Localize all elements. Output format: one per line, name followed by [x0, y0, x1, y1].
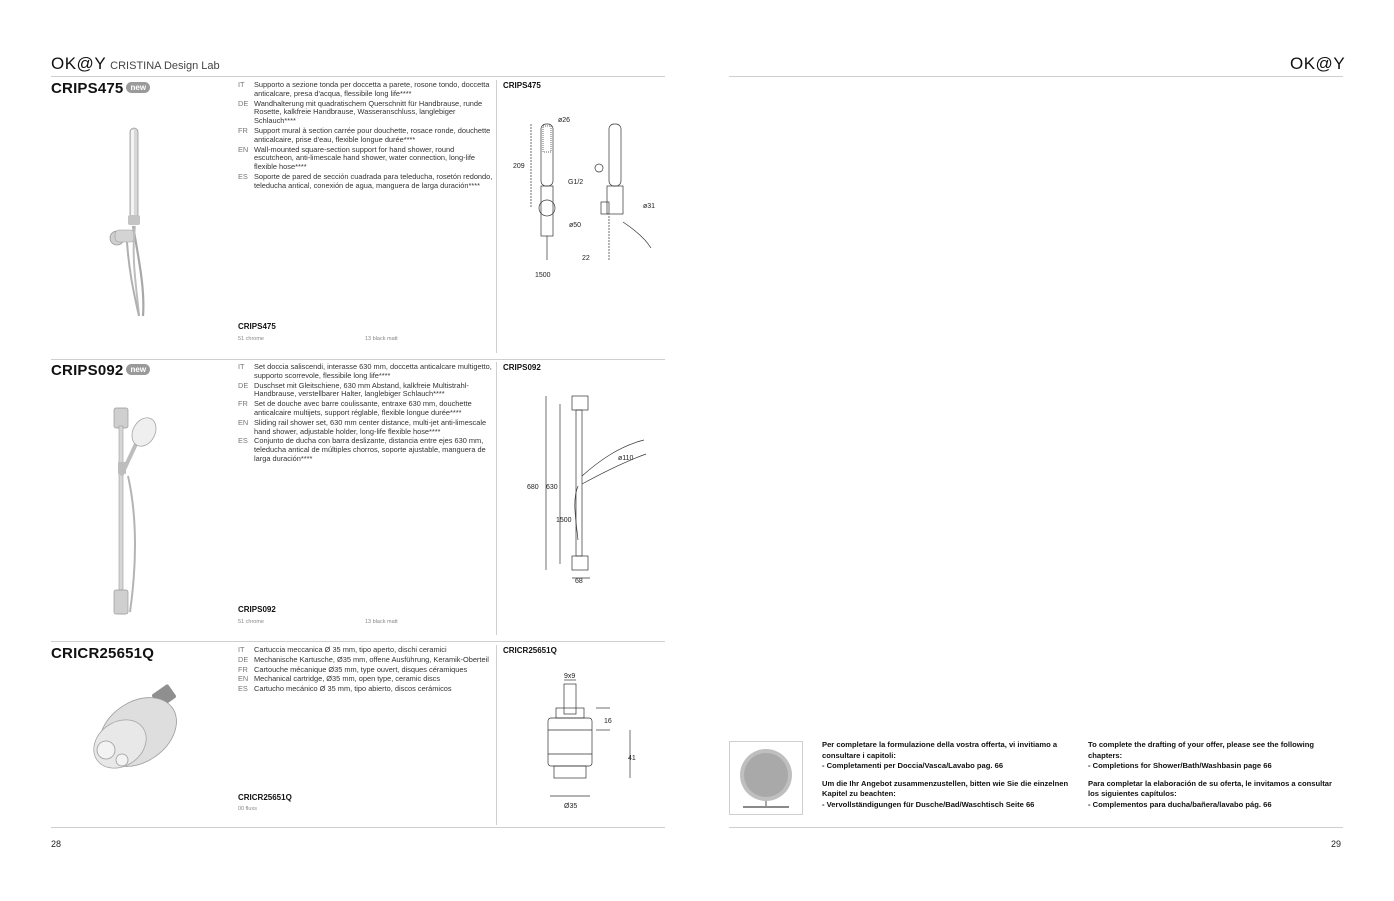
- desc-row-it: [238, 363, 494, 381]
- desc-text: Sliding rail shower set, 630 mm center distance, multi-jet anti-limescale hand shower, adjustable holder, long-life flexible hose****: [254, 417, 487, 436]
- note-item: - Vervollständigungen für Dusche/Bad/Waschtisch Seite 66: [822, 799, 1035, 809]
- product-image-shower-rail: [100, 400, 180, 625]
- note-title: To complete the drafting of your offer, please see the following chapters:: [1088, 740, 1315, 760]
- technical-drawing: [520, 390, 660, 590]
- finish-option: 13 black matt: [365, 619, 398, 625]
- new-badge: new: [126, 82, 150, 93]
- desc-text: Duschset mit Gleitschiene, 630 mm Abstand, kalkfreie Multistrahl-Handbrause, verstellbarer Halter, langlebiger Schlauch****: [254, 380, 469, 399]
- lang-code: DE: [238, 98, 249, 108]
- brand-name: OK@Y: [51, 54, 107, 73]
- lang-code: IT: [238, 645, 245, 654]
- desc-text: Cartouche mécanique Ø35 mm, type ouvert, disques céramiques: [254, 664, 468, 674]
- desc-row-de: [238, 656, 494, 665]
- desc-row-de: [238, 100, 494, 126]
- desc-row-fr: [238, 127, 494, 145]
- desc-text: Mechanische Kartusche, Ø35 mm, offene Ausführung, Keramik-Oberteil: [254, 654, 489, 664]
- dim-label: 680: [527, 484, 539, 491]
- desc-row-en: [238, 675, 494, 684]
- finish-option: 51 chrome: [238, 619, 264, 625]
- page-number-left: 28: [51, 839, 62, 849]
- lang-code: EN: [238, 417, 249, 427]
- brand-name-right: OK@Y: [1290, 54, 1346, 73]
- technical-drawing: [505, 110, 665, 290]
- dim-label: 16: [604, 718, 612, 725]
- finish-code: CRICR25651Q: [238, 793, 292, 802]
- product-image-wall-support: [95, 120, 175, 320]
- product-code: CRIPS092: [51, 362, 124, 379]
- lang-code: DE: [238, 380, 249, 390]
- finish-code: CRIPS475: [238, 322, 276, 331]
- dim-label: 1500: [535, 272, 551, 279]
- lang-code: EN: [238, 144, 249, 154]
- dim-label: 209: [513, 163, 525, 170]
- desc-text: Wall-mounted square-section support for hand shower, round escutcheon, anti-limescale hand shower, water connection, long-life flexible hose****: [254, 144, 476, 172]
- desc-row-en: [238, 146, 494, 172]
- dim-label: G1/2: [568, 179, 584, 186]
- desc-text: Support mural à section carrée pour douchette, rosace ronde, douchette anticalcaire, prise d'eau, flexible longue durée****: [254, 125, 491, 144]
- brand-logo-right: [1290, 54, 1345, 74]
- product-thumbnail-shower-head: [729, 741, 803, 815]
- lang-code: FR: [238, 664, 248, 674]
- desc-row-en: [238, 419, 494, 437]
- dim-label: Ø35: [564, 803, 578, 810]
- note-column-left: [822, 740, 1072, 817]
- row-separator: [51, 641, 665, 642]
- dim-label: 41: [628, 755, 636, 762]
- lang-code: FR: [238, 125, 248, 135]
- note-title: Para completar la elaboración de su oferta, le invitamos a consultar los siguientes capítulos:: [1088, 778, 1332, 798]
- row-separator: [51, 359, 665, 360]
- new-badge: new: [126, 364, 150, 375]
- desc-text: Supporto a sezione tonda per doccetta a parete, rosone tondo, doccetta anticalcare, presa d'acqua, flessibile long life****: [254, 80, 490, 98]
- drawing-label: CRICR25651Q: [503, 646, 557, 655]
- page-number-right: 29: [1331, 839, 1342, 849]
- drawing-label: CRIPS092: [503, 363, 541, 372]
- lang-code: ES: [238, 171, 248, 181]
- desc-row-it: [238, 81, 494, 99]
- dim-label: 22: [582, 255, 590, 262]
- finish-option: 00 fluxs: [238, 806, 257, 812]
- desc-text: Cartucho mecánico Ø 35 mm, tipo abierto, discos cerámicos: [254, 684, 452, 694]
- note-column-right: [1088, 740, 1343, 817]
- desc-text: Soporte de pared de sección cuadrada para teleducha, rosetón redondo, teleducha antical, conexión de agua, manguera de larga duración****: [254, 171, 493, 190]
- header-rule-right: [729, 76, 1343, 77]
- dim-label: ø50: [569, 222, 582, 229]
- desc-text: Conjunto de ducha con barra deslizante, distancia entre ejes 630 mm, teleducha antical de múltiples chorros, soporte ajustable, manguera de larga duración****: [254, 436, 486, 463]
- finish-option: 51 chrome: [238, 336, 264, 342]
- footer-rule-left: [51, 827, 665, 828]
- dim-label: 630: [546, 484, 558, 491]
- desc-text: Set doccia saliscendi, interasse 630 mm, doccetta anticalcare multigetto, supporto scorrevole, flessibile long life****: [254, 362, 492, 380]
- dim-label: 9x9: [564, 673, 576, 680]
- note-title: Per completare la formulazione della vostra offerta, vi invitiamo a consultare i capitoli:: [822, 740, 1058, 760]
- desc-text: Set de douche avec barre coulissante, entraxe 630 mm, douchette anticalcaire multijets, support réglable, flexible longue durée****: [254, 399, 472, 417]
- column-divider: [496, 645, 497, 825]
- desc-text: Wandhalterung mit quadratischem Querschnitt für Handbrause, runde Rosette, kalkfreie Handbrause, Wasseranschluss, langlebiger Schlauch****: [254, 98, 483, 126]
- lang-code: IT: [238, 362, 245, 371]
- desc-text: Mechanical cartridge, Ø35 mm, open type, ceramic discs: [254, 674, 441, 684]
- brand-logo-left: [51, 54, 220, 74]
- note-item: - Completions for Shower/Bath/Washbasin page 66: [1088, 761, 1272, 770]
- note-title: Um die Ihr Angebot zusammenzustellen, bitten wie Sie die einzelnen Kapitel zu beachten:: [822, 778, 1069, 798]
- desc-text: Cartuccia meccanica Ø 35 mm, tipo aperto, dischi ceramici: [254, 645, 447, 654]
- lang-code: ES: [238, 436, 248, 446]
- desc-row-de: [238, 382, 494, 400]
- technical-drawing: [530, 668, 650, 818]
- desc-row-it: [238, 646, 494, 655]
- product-title: [51, 645, 154, 663]
- product-code: CRICR25651Q: [51, 645, 155, 662]
- footer-rule-right: [729, 827, 1343, 828]
- description-block: [238, 81, 494, 192]
- header-rule-left: [51, 76, 665, 77]
- desc-row-es: [238, 173, 494, 191]
- product-title: [51, 362, 150, 380]
- dim-label: 1500: [556, 517, 572, 524]
- product-image-cartridge: [80, 680, 190, 790]
- column-divider: [496, 80, 497, 353]
- desc-row-es: [238, 685, 494, 694]
- dim-label: 68: [575, 578, 583, 585]
- description-block: [238, 363, 494, 465]
- lang-code: ES: [238, 684, 248, 694]
- lang-code: FR: [238, 399, 248, 409]
- column-divider: [496, 362, 497, 635]
- lang-code: DE: [238, 654, 249, 664]
- product-title: [51, 80, 150, 98]
- dim-label: ø110: [618, 455, 634, 462]
- desc-row-fr: [238, 666, 494, 675]
- product-code: CRIPS475: [51, 80, 124, 97]
- lang-code: IT: [238, 80, 245, 89]
- description-block: [238, 646, 494, 695]
- dim-label: ø31: [643, 203, 656, 210]
- dim-label: ø26: [558, 117, 571, 124]
- lang-code: EN: [238, 674, 249, 684]
- brand-subtitle: CRISTINA Design Lab: [110, 60, 220, 72]
- note-item: - Complementos para ducha/bañera/lavabo pág. 66: [1088, 799, 1272, 809]
- note-item: - Completamenti per Doccia/Vasca/Lavabo pag. 66: [822, 761, 1004, 770]
- desc-row-es: [238, 437, 494, 463]
- finish-option: 13 black matt: [365, 336, 398, 342]
- finish-code: CRIPS092: [238, 605, 276, 614]
- drawing-label: CRIPS475: [503, 81, 541, 90]
- desc-row-fr: [238, 400, 494, 418]
